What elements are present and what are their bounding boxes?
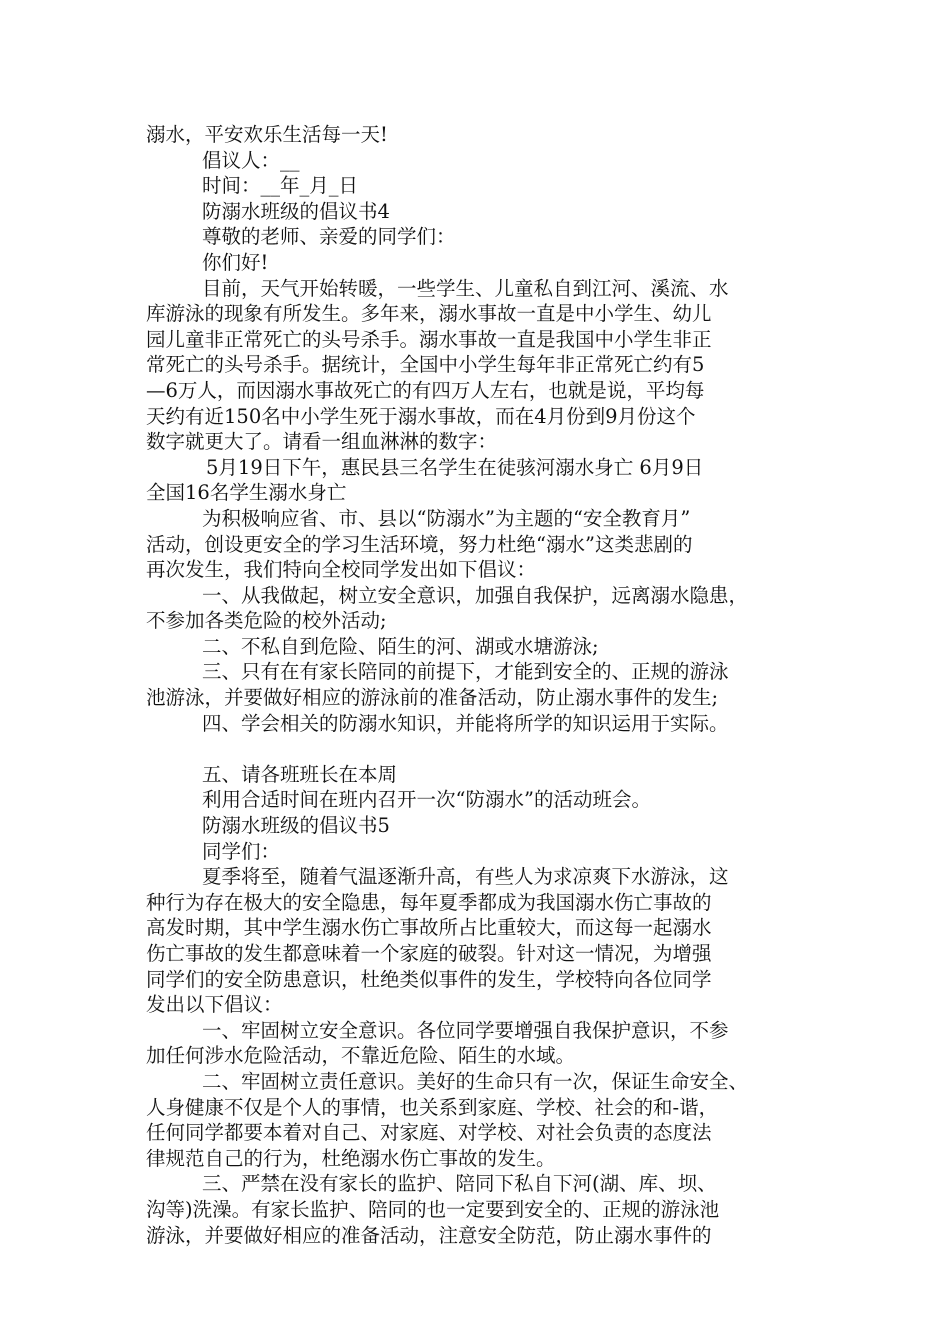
text-line: 库游泳的现象有所发生。多年来，溺水事故一直是中小学生、幼儿 [146,302,712,326]
text-line: 任何同学都要本着对自己、对家庭、对学校、对社会负责的态度法 [146,1121,712,1145]
text-line: 发出以下倡议： [146,993,283,1017]
text-line: 全国16名学生溺水身亡 [146,481,347,505]
text-line: 同学们： [202,839,281,863]
text-line: 园儿童非正常死亡的头号杀手。溺水事故一直是我国中小学生非正 [146,327,712,351]
text-line: 同学们的安全防患意识，杜绝类似事件的发生，学校特向各位同学 [146,967,712,991]
text-line: 尊敬的老师、亲爱的同学们： [202,225,456,249]
text-line: 溺水，平安欢乐生活每一天! [146,123,388,146]
text-line: 沟等)洗澡。有家长监护、陪同的也一定要到安全的、正规的游泳池 [146,1197,720,1221]
text-line: 二、不私自到危险、陌生的河、湖或水塘游泳; [202,634,599,658]
text-line: 夏季将至，随着气温逐渐升高，有些人为求凉爽下水游泳，这 [202,865,729,889]
text-line: 加任何涉水危险活动，不靠近危险、陌生的水域。 [146,1044,576,1068]
text-line: 活动，创设更安全的学习生活环境，努力杜绝“溺水”这类悲剧的 [146,532,693,556]
text-line: 三、严禁在没有家长的监护、陪同下私自下河(湖、库、坝、 [202,1172,717,1196]
text-line: 一、牢固树立安全意识。各位同学要增强自我保护意识，不参 [202,1018,729,1042]
text-line: 5月19日下午，惠民县三名学生在徒骇河溺水身亡 6月9日 [206,455,704,479]
document-page [146,122,826,1248]
text-line: 律规范自己的行为，杜绝溺水伤亡事故的发生。 [146,1146,556,1170]
text-line: 防溺水班级的倡议书4 [202,199,390,223]
text-line: 四、学会相关的防溺水知识，并能将所学的知识运用于实际。 [202,711,729,735]
text-line: 利用合适时间在班内召开一次“防溺水”的活动班会。 [202,788,651,812]
text-line: —6万人，而因溺水事故死亡的有四万人左右，也就是说，平均每 [146,378,705,402]
text-line: 再次发生，我们特向全校同学发出如下倡议： [146,558,537,582]
text-line: 人身健康不仅是个人的事情，也关系到家庭、学校、社会的和-谐， [146,1095,719,1119]
text-line: 你们好! [202,250,269,274]
text-line: 目前，天气开始转暖，一些学生、儿童私自到江河、溪流、水 [202,276,729,300]
text-line: 五、请各班班长在本周 [202,762,398,786]
text-line: 池游泳，并要做好相应的游泳前的准备活动，防止溺水事件的发生; [146,686,719,710]
text-line: 数字就更大了。请看一组血淋淋的数字： [146,430,498,454]
text-line: 一、从我做起，树立安全意识，加强自我保护，远离溺水隐患， [202,583,749,607]
text-line: 伤亡事故的发生都意味着一个家庭的破裂。针对这一情况，为增强 [146,942,712,965]
text-line: 天约有近150名中小学生死于溺水事故，而在4月份到9月份这个 [146,404,696,428]
text-line: 游泳，并要做好相应的准备活动，注意安全防范，防止溺水事件的 [146,1223,712,1247]
text-line: 三、只有在有家长陪同的前提下，才能到安全的、正规的游泳 [202,660,729,684]
text-line: 高发时期，其中学生溺水伤亡事故所占比重较大，而这每一起溺水 [146,916,712,940]
text-line: 时间：__年_月_日 [202,174,359,198]
text-line: 倡议人：__ [202,148,300,172]
text-line: 二、牢固树立责任意识。美好的生命只有一次，保证生命安全、 [202,1069,749,1093]
text-line: 防溺水班级的倡议书5 [202,814,390,838]
text-line: 不参加各类危险的校外活动; [146,609,387,633]
text-line: 常死亡的头号杀手。据统计，全国中小学生每年非正常死亡约有5 [146,353,705,377]
blank-line [146,736,826,762]
text-line: 种行为存在极大的安全隐患，每年夏季都成为我国溺水伤亡事故的 [146,890,712,914]
text-line: 为积极响应省、市、县以“防溺水”为主题的“安全教育月” [202,506,691,530]
